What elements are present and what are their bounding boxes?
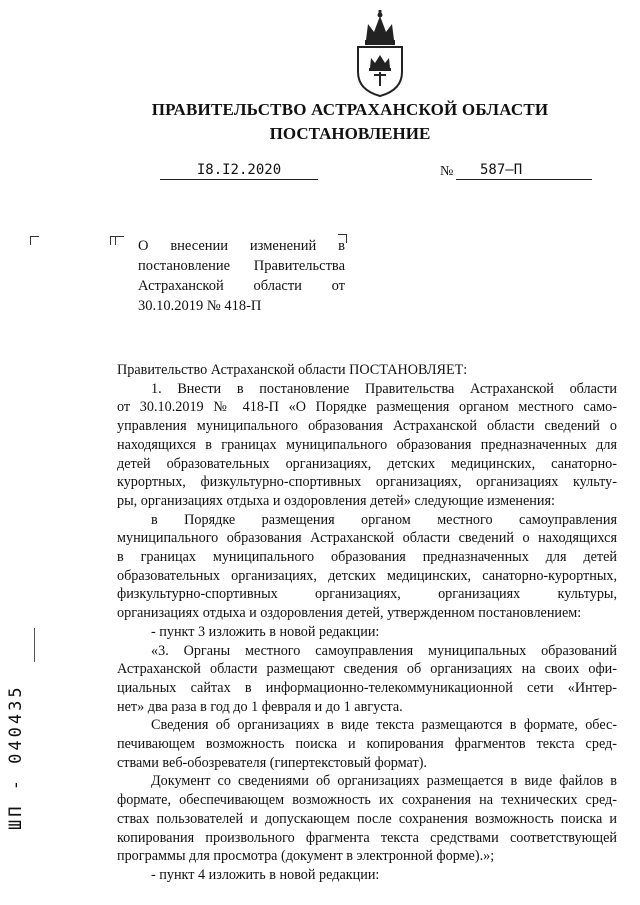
subject-line: постановление Правительства bbox=[138, 258, 345, 274]
body-line: циальных сайтах в информационно-телекоммуникационной сети «Интер- bbox=[117, 679, 617, 696]
body-line: в границах муниципального образования предназначенных для детей bbox=[117, 549, 617, 566]
body-line: от 30.10.2019 № 418-П «О Порядке размещения органом местного само- bbox=[117, 399, 617, 416]
corner-mark-left bbox=[30, 236, 39, 245]
body-line: нет» два раза в год до 1 февраля и до 1 августа. bbox=[117, 698, 403, 715]
body-line: образовательных организациях, детских медицинских, санаторно-курортных, bbox=[117, 567, 617, 584]
body-line: «3. Органы местного самоуправления муниципальных образований bbox=[151, 642, 617, 659]
government-title: ПРАВИТЕЛЬСТВО АСТРАХАНСКОЙ ОБЛАСТИ bbox=[151, 100, 549, 119]
document-type: ПОСТАНОВЛЕНИЕ bbox=[269, 124, 431, 143]
body-line: формате, обеспечивающем возможность их сохранения на технических сред- bbox=[117, 792, 617, 809]
margin-serial-code: ШП - 040435 bbox=[6, 684, 26, 830]
body-line: ствах пользователей и допускающем после сохранения возможность поиска и bbox=[117, 810, 617, 827]
body-line: Астраханской области размещают сведения об организациях на своих офи- bbox=[117, 661, 617, 678]
body-line: копирования произвольного фрагмента текста средствами соответствующей bbox=[117, 829, 617, 846]
document-date: I8.I2.2020 bbox=[160, 162, 318, 180]
body-line: Документ со сведениями об организациях размещается в виде файлов в bbox=[151, 773, 617, 790]
body-line: 1. Внести в постановление Правительства Астраханской области bbox=[151, 380, 617, 397]
body-line: находящихся в границах муниципального образования предназначенных для bbox=[117, 436, 617, 453]
body-line: организациях отдыха и оздоровления детей, утвержденном постановлением: bbox=[117, 605, 582, 622]
body-line: программы для просмотра (документ в электронной форме).»; bbox=[117, 848, 495, 865]
corner-mark-subject-left-inner bbox=[115, 236, 124, 245]
body-line: ствами веб-обозревателя (гипертекстовый формат). bbox=[117, 754, 427, 771]
body-line: - пункт 3 изложить в новой редакции: bbox=[151, 623, 380, 640]
body-line: физкультурно-спортивных организациях, организациях культуры, bbox=[117, 586, 617, 603]
body-line: управления муниципального образования Астраханской области сведений о bbox=[117, 418, 617, 435]
astrakhan-coat-of-arms-icon bbox=[350, 10, 410, 98]
subject-line: О внесении изменений в bbox=[138, 238, 345, 254]
body-line: Правительство Астраханской области ПОСТАНОВЛЯЕТ: bbox=[117, 362, 468, 378]
document-body bbox=[117, 361, 617, 885]
body-line: ры, организациях отдыха и оздоровления детей» следующие изменения: bbox=[117, 492, 555, 509]
document-number: 587–П bbox=[456, 162, 592, 180]
margin-rule bbox=[34, 628, 35, 662]
number-sign: № bbox=[440, 164, 454, 179]
subject-line: Астраханской области от bbox=[138, 278, 345, 294]
body-line: детей образовательных организациях, детских медицинских, санаторно- bbox=[117, 455, 617, 472]
body-line: муниципального образования Астраханской области сведений о находящихся bbox=[117, 530, 617, 547]
body-line: курортных, физкультурно-спортивных организациях, организациях культу- bbox=[117, 474, 617, 491]
subject-line: 30.10.2019 № 418-П bbox=[138, 298, 262, 314]
body-line: печивающем возможность поиска и копирования фрагментов текста сред- bbox=[117, 736, 617, 753]
body-line: Сведения об организациях в виде текста размещаются в формате, обес- bbox=[151, 717, 617, 734]
body-line: в Порядке размещения органом местного самоуправления bbox=[151, 511, 617, 528]
body-line: - пункт 4 изложить в новой редакции: bbox=[151, 866, 380, 883]
document-subject bbox=[138, 236, 345, 316]
